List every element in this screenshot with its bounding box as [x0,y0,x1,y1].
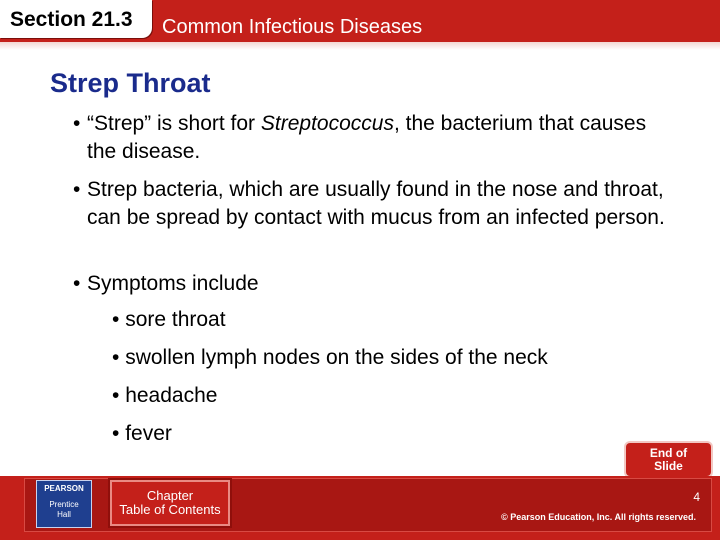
bullet-text-italic: Streptococcus [260,112,394,135]
page-number: 4 [693,490,700,504]
sub-bullet-item: • sore throat [112,308,226,331]
bullet-item [73,270,673,298]
prentice-text: Prentice [49,500,79,509]
chapter-label: Chapter [146,488,194,503]
prentice-hall-text [37,500,91,520]
end-of-slide-button[interactable] [626,443,711,476]
bullet-item [73,176,673,232]
toc-label: Table of Contents [119,502,221,517]
end-of-slide-label-1: End of [649,445,688,460]
pearson-logo[interactable] [36,480,92,528]
sub-bullet-item: • headache [112,384,218,407]
hall-text: Hall [57,510,71,519]
chapter-toc-button[interactable] [110,480,230,526]
bullet-icon: • [73,112,81,135]
bullet-text-suffix: , the bacterium that causes the disease. [87,112,647,163]
bullet-icon: • [73,272,81,295]
sub-bullet-item: • swollen lymph nodes on the sides of the neck [112,346,548,369]
sub-bullet-text: sore throat [125,308,226,331]
section-label: Section 21.3 [10,8,133,31]
bullet-text-prefix: “Strep” is short for [87,112,261,135]
bullet-icon: • [73,178,81,201]
bullet-text: Strep bacteria, which are usually found in the nose and throat, can be spread by contact with mucus from an infected person. [87,178,665,229]
section-tab [0,0,152,38]
pearson-logo-text: PEARSON [44,484,84,493]
end-of-slide-label-2: Slide [654,458,683,473]
copyright-text: © Pearson Education, Inc. All rights reserved. [501,512,696,522]
sub-bullet-text: headache [125,384,218,407]
sub-bullet-text: fever [125,422,172,445]
slide-title: Strep Throat [50,68,211,98]
bullet-text [87,110,673,166]
bullet-item [73,110,673,166]
header-divider [0,42,720,50]
sub-bullet-text: swollen lymph nodes on the sides of the neck [125,346,548,369]
sub-bullet-item: • fever [112,422,172,445]
section-title: Common Infectious Diseases [162,16,423,38]
bullet-text: Symptoms include [87,272,259,295]
